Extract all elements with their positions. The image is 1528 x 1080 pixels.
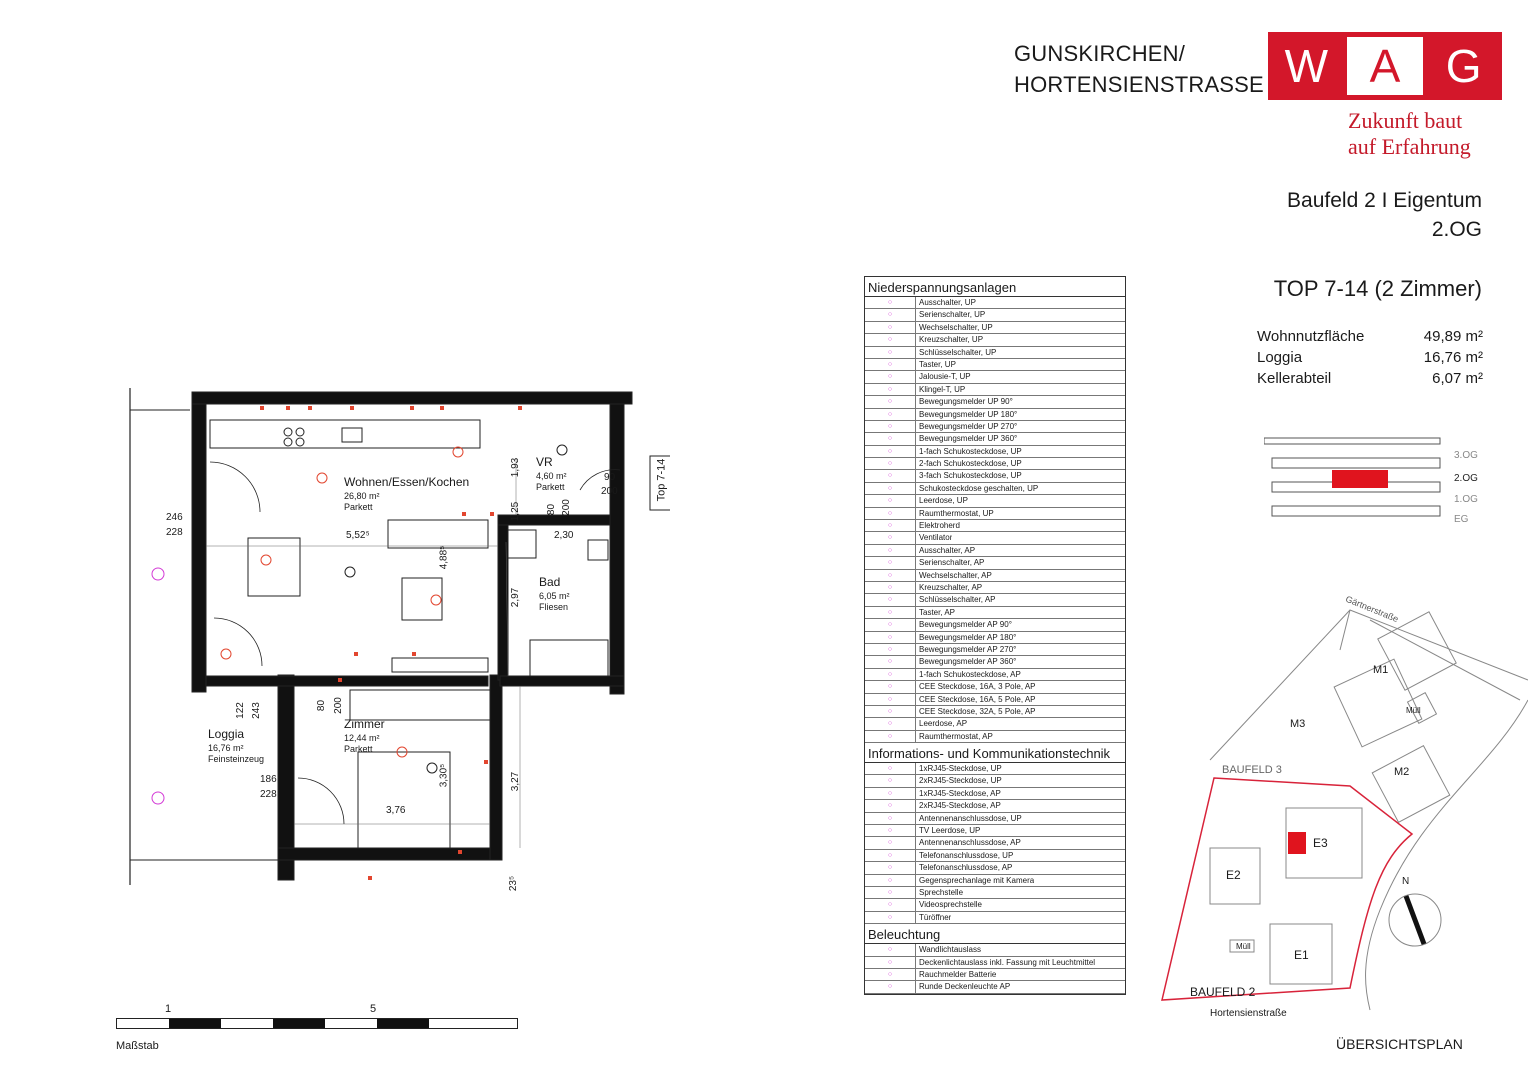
- legend-item: [865, 495, 1125, 507]
- dim-246: 246: [166, 512, 183, 523]
- legend-item: [865, 322, 1125, 334]
- legend-item: [865, 763, 1125, 775]
- legend-item: [865, 607, 1125, 619]
- legend-item: [865, 470, 1125, 482]
- legend-item: [865, 433, 1125, 445]
- legend-symbol-icon: ○: [865, 813, 916, 824]
- legend-item-label: CEE Steckdose, 32A, 5 Pole, AP: [919, 706, 1036, 716]
- legend-symbol-icon: ○: [865, 594, 916, 605]
- legend-symbol-icon: ○: [865, 957, 916, 968]
- south-wall: [278, 848, 500, 860]
- legend-item-label: Taster, UP: [919, 359, 956, 369]
- area-row: [1257, 326, 1483, 347]
- north-arrow: [1406, 896, 1424, 944]
- muell-label: Müll: [1406, 706, 1421, 715]
- legend-item: [865, 619, 1125, 631]
- legend-symbol-icon: ○: [865, 944, 916, 955]
- bath-west-wall: [498, 515, 508, 680]
- legend-item: [865, 944, 1125, 956]
- east-wall: [610, 404, 624, 694]
- legend-item-label: CEE Steckdose, 16A, 5 Pole, AP: [919, 694, 1036, 704]
- legend-item: [865, 446, 1125, 458]
- legend-item: [865, 347, 1125, 359]
- legend-item: [865, 837, 1125, 849]
- room-name-living: Wohnen/Essen/Kochen: [344, 475, 470, 489]
- legend-item-label: Raumthermostat, AP: [919, 731, 993, 741]
- room-name-bath: Bad: [539, 575, 561, 589]
- legend-symbol-icon: ○: [865, 887, 916, 898]
- legend-item-label: Leerdose, UP: [919, 496, 968, 506]
- floor-bar-3og: [1264, 438, 1440, 444]
- legend-item-label: Raumthermostat, UP: [919, 508, 994, 518]
- dim-552: 5,52⁵: [346, 530, 370, 541]
- legend-item-label: Elektroherd: [919, 521, 960, 531]
- legend-item: [865, 570, 1125, 582]
- legend-item-label: Wechselschalter, AP: [919, 570, 992, 580]
- legend-symbol-icon: ○: [865, 775, 916, 786]
- legend-symbol-icon: ○: [865, 446, 916, 457]
- legend-section-title: Informations- und Kommunikationstechnik: [865, 743, 1125, 763]
- unit-heading: [1287, 186, 1482, 244]
- legend-item: [865, 981, 1125, 993]
- building-m2: [1372, 746, 1450, 823]
- legend-item: [865, 850, 1125, 862]
- area-row: [1257, 347, 1483, 368]
- top-title: TOP 7-14 (2 Zimmer): [1273, 276, 1482, 301]
- dim-80: 80: [546, 503, 558, 516]
- legend-item: [865, 912, 1125, 924]
- legend-item: [865, 681, 1125, 693]
- logo-letter-g: G: [1445, 40, 1482, 92]
- room-area-bath: 6,05 m²: [539, 591, 570, 601]
- legend-item-label: 2xRJ45-Steckdose, AP: [919, 801, 1001, 811]
- room-area-living: 26,80 m²: [344, 491, 380, 501]
- legend-symbol-icon: ○: [865, 763, 916, 774]
- area-label: Wohnnutzfläche: [1257, 328, 1365, 345]
- scale-bar: [116, 1018, 518, 1029]
- legend-symbol-icon: ○: [865, 309, 916, 320]
- legend-symbol-icon: ○: [865, 334, 916, 345]
- floor-bar-2og: [1272, 458, 1440, 468]
- legend-symbol-icon: ○: [865, 347, 916, 358]
- legend-item: [865, 297, 1125, 309]
- room-name-loggia: Loggia: [208, 727, 245, 741]
- loggia-light: [152, 792, 164, 804]
- legend-item: [865, 582, 1125, 594]
- legend-item-label: Antennenanschlussdose, AP: [919, 838, 1021, 848]
- legend-symbol-icon: ○: [865, 520, 916, 531]
- legend-item-label: Sprechstelle: [919, 887, 964, 897]
- site-plan: [1150, 590, 1528, 1030]
- baufeld2-boundary: [1162, 778, 1412, 1000]
- legend-symbol-icon: ○: [865, 409, 916, 420]
- bed: [358, 752, 450, 848]
- legend-item-label: Bewegungsmelder UP 270°: [919, 421, 1018, 431]
- legend-item: [865, 899, 1125, 911]
- room-east-wall: [490, 675, 502, 860]
- legend-item-label: Bewegungsmelder UP 180°: [919, 409, 1018, 419]
- floor-indicator: [1264, 436, 1444, 530]
- legend-symbol-icon: ○: [865, 632, 916, 643]
- project-title-line2: HORTENSIENSTRASSE: [1014, 72, 1264, 97]
- kitchen-counter: [210, 420, 480, 448]
- room-name-vr: VR: [536, 455, 553, 469]
- room-floor-vr: Parkett: [536, 482, 565, 492]
- bathtub: [530, 640, 608, 676]
- legend-item-label: Antennenanschlussdose, UP: [919, 813, 1022, 823]
- scale-label: Maßstab: [116, 1040, 159, 1052]
- area-label: Loggia: [1257, 349, 1303, 366]
- legend-item-label: Kreuzschalter, AP: [919, 582, 983, 592]
- legend-symbol-icon: ○: [865, 495, 916, 506]
- area-label: Kellerabteil: [1257, 370, 1332, 387]
- legend-symbol-icon: ○: [865, 669, 916, 680]
- legend-item-label: Schukosteckdose geschalten, UP: [919, 483, 1039, 493]
- door-swing-room: [298, 778, 344, 824]
- muell-label: Müll: [1236, 942, 1251, 951]
- siteplan-title: ÜBERSICHTSPLAN: [1336, 1036, 1463, 1052]
- dim-488: 4,88⁵: [438, 545, 450, 570]
- legend-item-label: Leerdose, AP: [919, 719, 968, 729]
- legend-symbol-icon: ○: [865, 969, 916, 980]
- dim-228: 228: [166, 527, 183, 538]
- legend-item: [865, 309, 1125, 321]
- dim-376: 3,76: [386, 805, 406, 816]
- building-m1: [1378, 612, 1456, 690]
- legend-symbol-icon: ○: [865, 470, 916, 481]
- hob: [284, 428, 292, 436]
- area-value: 16,76 m²: [1423, 349, 1483, 366]
- legend-item: [865, 545, 1125, 557]
- scale-tick-5: 5: [370, 1003, 377, 1015]
- room-floor-loggia: Feinsteinzeug: [208, 754, 265, 764]
- legend-symbol-icon: ○: [865, 532, 916, 543]
- legend-symbol-icon: ○: [865, 837, 916, 848]
- dim-200: 200: [560, 499, 572, 516]
- legend-item: [865, 731, 1125, 743]
- dim-200c: 200: [332, 697, 344, 714]
- coffee-table: [402, 578, 442, 620]
- sink: [342, 428, 362, 442]
- legend-item: [865, 520, 1125, 532]
- legend-symbol-icon: ○: [865, 825, 916, 836]
- legend-symbol-icon: ○: [865, 694, 916, 705]
- room-area-vr: 4,60 m²: [536, 471, 567, 481]
- legend-item: [865, 718, 1125, 730]
- legend-item: [865, 421, 1125, 433]
- dim-122: 122: [234, 702, 246, 719]
- scale-segment: [377, 1019, 429, 1028]
- building-label-e1: E1: [1294, 948, 1309, 962]
- legend-symbol-icon: ○: [865, 800, 916, 811]
- legend-item-label: Türöffner: [919, 912, 952, 922]
- wardrobe: [350, 690, 490, 720]
- legend-symbol-icon: ○: [865, 297, 916, 308]
- north-label: N: [1402, 876, 1410, 887]
- legend-symbol-icon: ○: [865, 850, 916, 861]
- legend-item: [865, 813, 1125, 825]
- top-tag: Top 7-14: [655, 458, 668, 502]
- legend-item-label: 2xRJ45-Steckdose, UP: [919, 776, 1002, 786]
- legend-item-label: Ventilator: [919, 533, 953, 543]
- legend-item-label: Schlüsselschalter, UP: [919, 347, 997, 357]
- legend-symbol-icon: ○: [865, 359, 916, 370]
- dim-297: 2,97: [510, 587, 522, 608]
- legend-symbol-icon: ○: [865, 681, 916, 692]
- legend-symbol-icon: ○: [865, 396, 916, 407]
- area-value: 6,07 m²: [1432, 370, 1483, 387]
- legend-symbol-icon: ○: [865, 582, 916, 593]
- room-floor-zimmer: Parkett: [344, 744, 373, 754]
- legend-item: [865, 969, 1125, 981]
- baufeld3-label: BAUFELD 3: [1222, 764, 1282, 776]
- scale-tick-1: 1: [165, 1003, 172, 1015]
- legend-item-label: Wechselschalter, UP: [919, 322, 993, 332]
- legend-item-label: Runde Deckenleuchte AP: [919, 982, 1011, 992]
- legend-item: [865, 632, 1125, 644]
- room-floor-living: Parkett: [344, 502, 373, 512]
- legend-item-label: Schlüsselschalter, AP: [919, 595, 996, 605]
- dim-90: 90: [604, 472, 616, 483]
- legend-item: [865, 557, 1125, 569]
- door-swing-living: [210, 462, 260, 512]
- dim-228b: 228: [260, 789, 277, 800]
- legend-symbol-icon: ○: [865, 508, 916, 519]
- legend-symbol-icon: ○: [865, 570, 916, 581]
- curved-road: [1366, 700, 1528, 1010]
- legend-section-title: Beleuchtung: [865, 924, 1125, 944]
- project-title-line1: GUNSKIRCHEN/: [1014, 41, 1186, 66]
- legend-item-label: Taster, AP: [919, 607, 956, 617]
- legend-item-label: Serienschalter, UP: [919, 310, 986, 320]
- room-floor-bath: Fliesen: [539, 602, 569, 612]
- legend-symbol-icon: ○: [865, 788, 916, 799]
- legend-item-label: Deckenlichtauslass inkl. Fassung mit Leuchtmittel: [919, 957, 1096, 967]
- wash-basin: [588, 540, 608, 560]
- floor-label-1og: 1.OG: [1454, 494, 1478, 505]
- area-value: 49,89 m²: [1423, 328, 1483, 345]
- dim-330: 3,30⁵: [438, 763, 450, 788]
- legend-symbol-icon: ○: [865, 899, 916, 910]
- legend-symbol-icon: ○: [865, 981, 916, 992]
- site-outline: [1210, 610, 1528, 760]
- legend-item-label: Gegensprechanlage mit Kamera: [919, 875, 1035, 885]
- legend-symbol-icon: ○: [865, 718, 916, 729]
- loggia-light: [152, 568, 164, 580]
- legend-item-label: Rauchmelder Batterie: [919, 969, 997, 979]
- building-label-m3: M3: [1290, 718, 1306, 730]
- floor-label-2og: 2.OG: [1454, 473, 1478, 484]
- legend-item: [865, 694, 1125, 706]
- dim-193: 1,93: [510, 457, 522, 478]
- dim-80b: 80: [316, 699, 328, 712]
- legend-item-label: TV Leerdose, UP: [919, 826, 981, 836]
- legend-symbol-icon: ○: [865, 371, 916, 382]
- legend-item: [865, 396, 1125, 408]
- sofa: [388, 520, 488, 548]
- building-label-m2: M2: [1394, 766, 1410, 778]
- legend-symbol-icon: ○: [865, 644, 916, 655]
- legend-symbol-icon: ○: [865, 619, 916, 630]
- legend-item-label: 3-fach Schukosteckdose, UP: [919, 471, 1022, 481]
- legend-item-label: CEE Steckdose, 16A, 3 Pole, AP: [919, 682, 1036, 692]
- legend-symbol-icon: ○: [865, 656, 916, 667]
- legend-item: [865, 384, 1125, 396]
- building-label-e2: E2: [1226, 868, 1241, 882]
- legend-item: [865, 334, 1125, 346]
- legend-item-label: 2-fach Schukosteckdose, UP: [919, 459, 1022, 469]
- west-wall: [192, 392, 206, 692]
- legend-item: [865, 788, 1125, 800]
- legend-item-label: Videosprechstelle: [919, 900, 983, 910]
- legend-item-label: 1xRJ45-Steckdose, AP: [919, 788, 1001, 798]
- scale-segment: [273, 1019, 325, 1028]
- legend-symbol-icon: ○: [865, 322, 916, 333]
- legend-symbol-icon: ○: [865, 862, 916, 873]
- wag-logo: [1268, 32, 1502, 100]
- legend-item: [865, 508, 1125, 520]
- legend-item-label: Bewegungsmelder AP 180°: [919, 632, 1017, 642]
- project-title: [1014, 38, 1264, 100]
- legend-item: [865, 359, 1125, 371]
- legend-item: [865, 409, 1125, 421]
- bath-south-wall: [500, 676, 624, 686]
- legend-symbol-icon: ○: [865, 607, 916, 618]
- tagline: [1348, 108, 1471, 160]
- dim-23: 23⁵: [508, 875, 520, 892]
- logo-letter-w: W: [1284, 40, 1329, 92]
- logo-letter-a: A: [1347, 37, 1424, 95]
- legend-symbol-icon: ○: [865, 545, 916, 556]
- area-table: [1257, 326, 1483, 389]
- legend-item: [865, 775, 1125, 787]
- shower-drain: [508, 530, 536, 558]
- unit-location: [1288, 832, 1306, 854]
- legend-item-label: Serienschalter, AP: [919, 558, 985, 568]
- room-area-loggia: 16,76 m²: [208, 743, 244, 753]
- legend-section-title: Niederspannungsanlagen: [865, 277, 1125, 297]
- door-swing-loggia: [214, 618, 262, 666]
- legend-symbol-icon: ○: [865, 433, 916, 444]
- unit-highlight: [1332, 470, 1388, 488]
- legend-symbol-icon: ○: [865, 706, 916, 717]
- legend-item-label: Bewegungsmelder AP 360°: [919, 657, 1017, 667]
- legend-item-label: Wandlichtauslass: [919, 945, 981, 955]
- legend-item-label: 1-fach Schukosteckdose, UP: [919, 446, 1022, 456]
- legend-item-label: Bewegungsmelder AP 90°: [919, 620, 1012, 630]
- floor-bar-eg: [1272, 506, 1440, 516]
- legend-symbol-icon: ○: [865, 458, 916, 469]
- legend-item-label: Kreuzschalter, UP: [919, 335, 984, 345]
- baufeld2-label: BAUFELD 2: [1190, 985, 1256, 999]
- dim-243: 243: [250, 702, 262, 719]
- floor-plan: [110, 380, 670, 900]
- legend-item-label: Jalousie-T, UP: [919, 372, 971, 382]
- dim-200b: 200: [601, 486, 618, 497]
- legend-item: [865, 862, 1125, 874]
- dim-125: 1,25: [510, 501, 522, 522]
- legend-item: [865, 706, 1125, 718]
- tv-board: [392, 658, 488, 672]
- tagline-line1: Zukunft baut: [1348, 108, 1463, 133]
- legend-item-label: 1-fach Schukosteckdose, AP: [919, 669, 1021, 679]
- legend-item: [865, 825, 1125, 837]
- interior-wall: [206, 676, 488, 686]
- north-wall: [192, 392, 632, 404]
- legend-item-label: Ausschalter, AP: [919, 545, 976, 555]
- symbol-legend: [864, 276, 1126, 995]
- legend-symbol-icon: ○: [865, 483, 916, 494]
- legend-item: [865, 458, 1125, 470]
- scale-segment: [169, 1019, 221, 1028]
- dining-table: [248, 538, 300, 596]
- legend-item: [865, 957, 1125, 969]
- legend-item: [865, 875, 1125, 887]
- dim-230: 2,30: [554, 530, 574, 541]
- legend-symbol-icon: ○: [865, 384, 916, 395]
- street-top: Gärtnerstraße: [1344, 593, 1400, 625]
- legend-item-label: Telefonanschlussdose, UP: [919, 850, 1014, 860]
- dim-327: 3,27: [510, 771, 522, 792]
- legend-item: [865, 644, 1125, 656]
- legend-symbol-icon: ○: [865, 557, 916, 568]
- legend-item: [865, 669, 1125, 681]
- legend-item-label: Bewegungsmelder AP 270°: [919, 644, 1017, 654]
- legend-symbol-icon: ○: [865, 912, 916, 923]
- legend-item-label: Klingel-T, UP: [919, 384, 966, 394]
- floor-label-eg: EG: [1454, 514, 1469, 525]
- area-row: [1257, 368, 1483, 389]
- tagline-line2: auf Erfahrung: [1348, 134, 1471, 159]
- legend-item: [865, 532, 1125, 544]
- floor-label-3og: 3.OG: [1454, 450, 1478, 461]
- floor-label: 2.OG: [1431, 218, 1482, 241]
- legend-item-label: Bewegungsmelder UP 360°: [919, 434, 1018, 444]
- room-area-zimmer: 12,44 m²: [344, 733, 380, 743]
- room-name-zimmer: Zimmer: [344, 717, 385, 731]
- legend-item: [865, 800, 1125, 812]
- building-label-m1: M1: [1373, 664, 1389, 676]
- legend-item-label: Bewegungsmelder UP 90°: [919, 397, 1013, 407]
- dim-186: 186: [260, 774, 277, 785]
- legend-item: [865, 656, 1125, 668]
- legend-item: [865, 594, 1125, 606]
- legend-item-label: 1xRJ45-Steckdose, UP: [919, 764, 1002, 774]
- legend-item: [865, 887, 1125, 899]
- baufeld-label: Baufeld 2 I Eigentum: [1287, 189, 1482, 212]
- legend-item: [865, 483, 1125, 495]
- legend-symbol-icon: ○: [865, 875, 916, 886]
- street-bottom: Hortensienstraße: [1210, 1008, 1287, 1019]
- building-label-e3: E3: [1313, 836, 1328, 850]
- legend-item-label: Ausschalter, UP: [919, 298, 976, 307]
- legend-symbol-icon: ○: [865, 421, 916, 432]
- legend-item: [865, 371, 1125, 383]
- legend-item-label: Telefonanschlussdose, AP: [919, 863, 1013, 873]
- legend-symbol-icon: ○: [865, 731, 916, 742]
